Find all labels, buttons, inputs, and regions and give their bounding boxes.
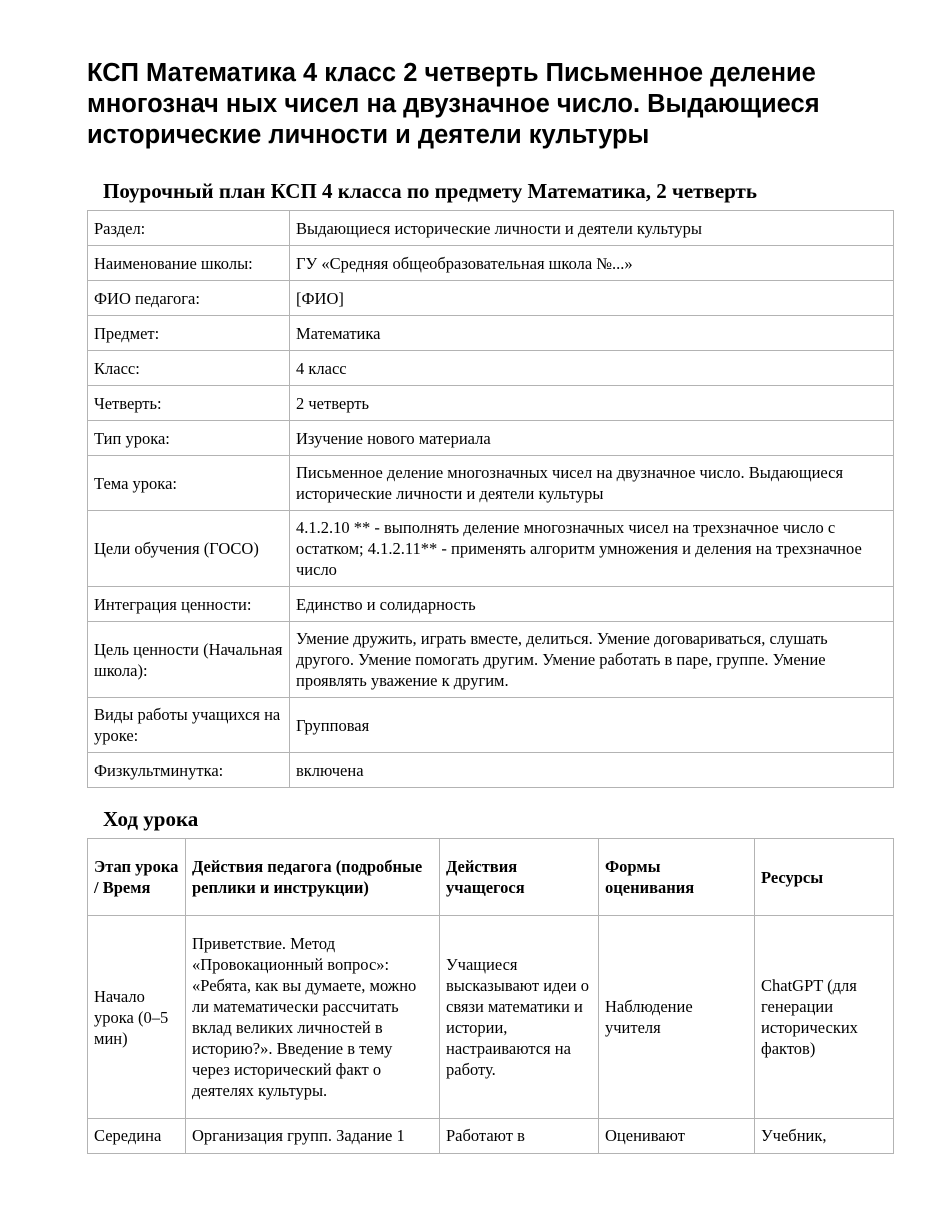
cell-resources: Учебник, — [755, 1119, 894, 1154]
plan-value: ГУ «Средняя общеобразовательная школа №...» — [290, 246, 894, 281]
plan-row-quarter — [88, 386, 894, 421]
plan-value: Выдающиеся исторические личности и деятели культуры — [290, 211, 894, 246]
plan-value: Единство и солидарность — [290, 587, 894, 622]
plan-label: Интеграция ценности: — [88, 587, 290, 622]
plan-label: Предмет: — [88, 316, 290, 351]
lesson-row-start — [88, 916, 894, 1119]
column-header-teacher-actions: Действия педагога (подробные реплики и инструкции) — [186, 839, 440, 916]
plan-value: включена — [290, 753, 894, 788]
plan-value: [ФИО] — [290, 281, 894, 316]
cell-assessment: Оценивают — [599, 1119, 755, 1154]
lesson-heading: Ход урока — [103, 807, 199, 831]
plan-value: Изучение нового материала — [290, 421, 894, 456]
cell-student-actions: Учащиеся высказывают идеи о связи математики и истории, настраиваются на работу. — [440, 916, 599, 1119]
plan-label: Четверть: — [88, 386, 290, 421]
plan-row-section — [88, 211, 894, 246]
plan-value: Письменное деление многозначных чисел на двузначное число. Выдающиеся исторические личности и деятели культуры — [290, 456, 894, 511]
plan-label: Цель ценности (Начальная школа): — [88, 622, 290, 698]
cell-teacher-actions: Организация групп. Задание 1 — [186, 1119, 440, 1154]
column-header-resources: Ресурсы — [755, 839, 894, 916]
cell-teacher-actions: Приветствие. Метод «Провокационный вопрос»: «Ребята, как вы думаете, можно ли математически рассчитать вклад великих личностей в историю?». Введение в тему через исторический факт о деятелях культуры. — [186, 916, 440, 1119]
cell-resources: ChatGPT (для генерации исторических фактов) — [755, 916, 894, 1119]
plan-label: Раздел: — [88, 211, 290, 246]
plan-label: Класс: — [88, 351, 290, 386]
plan-value: 2 четверть — [290, 386, 894, 421]
plan-table — [87, 210, 894, 788]
column-header-stage: Этап урока / Время — [88, 839, 186, 916]
plan-value: Математика — [290, 316, 894, 351]
plan-heading: Поурочный план КСП 4 класса по предмету Математика, 2 четверть — [103, 179, 757, 203]
plan-row-school — [88, 246, 894, 281]
cell-stage: Середина — [88, 1119, 186, 1154]
plan-value: Умение дружить, играть вместе, делиться. Умение договариваться, слушать другого. Умение помогать другим. Умение работать в паре, группе. Умение проявлять уважение к другим. — [290, 622, 894, 698]
cell-assessment: Наблюдение учителя — [599, 916, 755, 1119]
plan-value: 4.1.2.10 ** - выполнять деление многозначных чисел на трехзначное число с остатком; 4.1.2.11** - применять алгоритм умножения и деления на трехзначное число — [290, 511, 894, 587]
lesson-table — [87, 838, 894, 1154]
cell-stage: Начало урока (0–5 мин) — [88, 916, 186, 1119]
plan-label: Наименование школы: — [88, 246, 290, 281]
plan-value: 4 класс — [290, 351, 894, 386]
plan-row-work-types — [88, 698, 894, 753]
plan-row-topic — [88, 456, 894, 511]
document-title: КСП Математика 4 класс 2 четверть Письменное деление многознач ных чисел на двузначное число. Выдающиеся исторические личности и деятели культуры — [87, 59, 820, 149]
column-header-assessment: Формы оценивания — [599, 839, 755, 916]
plan-row-grade — [88, 351, 894, 386]
plan-row-subject — [88, 316, 894, 351]
plan-label: ФИО педагога: — [88, 281, 290, 316]
plan-label: Тема урока: — [88, 456, 290, 511]
plan-row-teacher — [88, 281, 894, 316]
column-header-student-actions: Действия учащегося — [440, 839, 599, 916]
plan-row-value-integration — [88, 587, 894, 622]
cell-student-actions: Работают в — [440, 1119, 599, 1154]
plan-label: Физкультминутка: — [88, 753, 290, 788]
plan-row-lesson-type — [88, 421, 894, 456]
lesson-header-row — [88, 839, 894, 916]
lesson-row-middle — [88, 1119, 894, 1154]
plan-label: Виды работы учащихся на уроке: — [88, 698, 290, 753]
plan-label: Цели обучения (ГОСО) — [88, 511, 290, 587]
plan-row-exercise-break — [88, 753, 894, 788]
plan-row-goals — [88, 511, 894, 587]
plan-row-value-goal — [88, 622, 894, 698]
plan-value: Групповая — [290, 698, 894, 753]
plan-label: Тип урока: — [88, 421, 290, 456]
